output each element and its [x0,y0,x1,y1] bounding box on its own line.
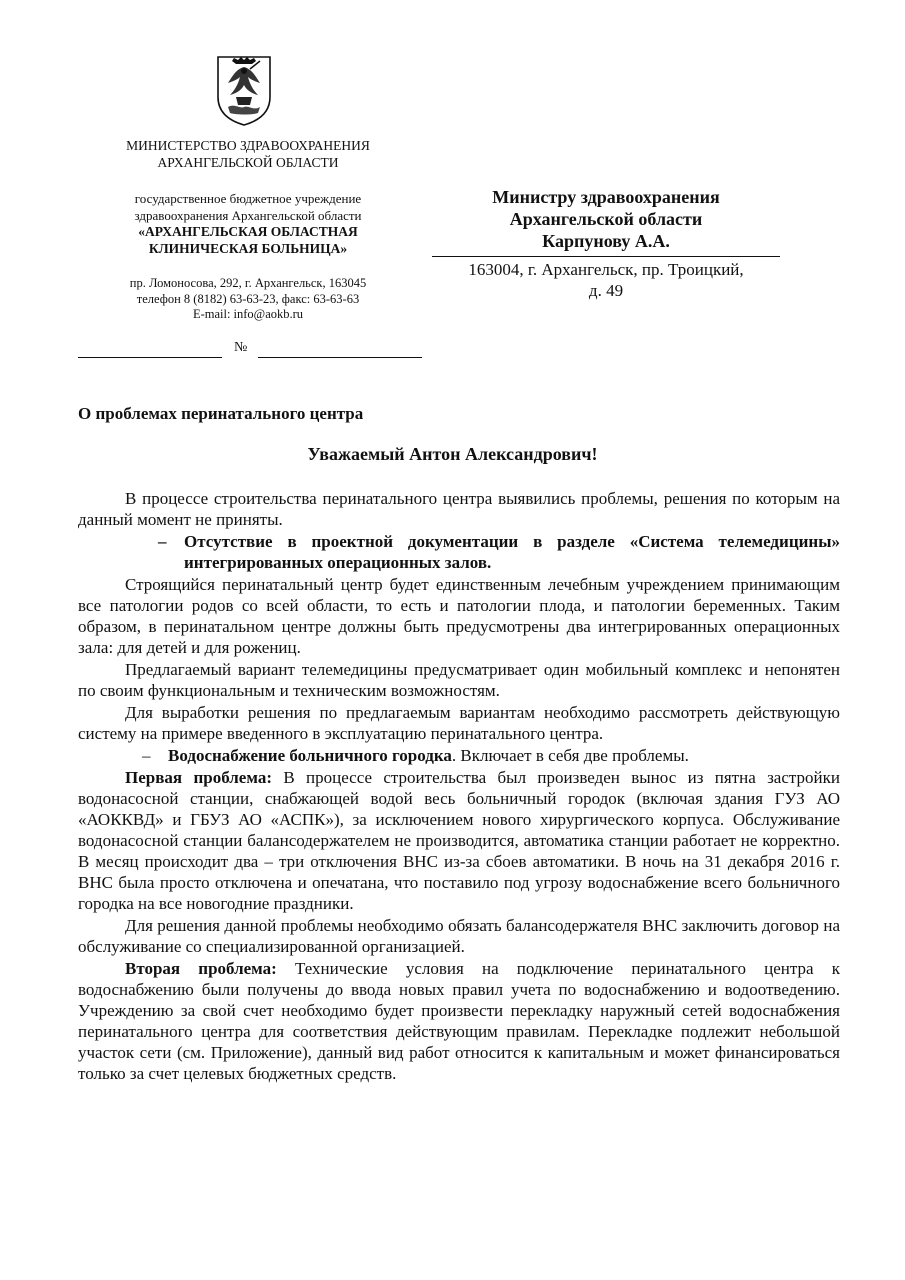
paragraph-telemedicine-option: Предлагаемый вариант телемедицины предусматривает один мобильный комплекс и непонятен по своим функциональным и техническим возможностям. [78,660,840,700]
paragraph-first-problem [78,767,840,914]
addressee-line-2: Архангельской области [509,209,703,229]
second-problem-title: Вторая проблема: [125,959,277,978]
coat-of-arms-icon [214,55,274,127]
contacts-block [78,276,418,323]
letter-greeting: Уважаемый Антон Александрович! [307,444,598,464]
contact-address: пр. Ломоносова, 292, г. Архангельск, 163045 [129,276,367,290]
addressee-line-1: Министру здравоохранения [492,187,720,207]
ministry-name [78,137,418,171]
registration-line [78,340,424,360]
bullet-water-supply-title: Водоснабжение больничного городка [168,746,452,765]
first-problem-text: В процессе строительства был произведен вынос из пятна застройки водонасосной станции, снабжающей водой весь больничный городок (включая здания ГУЗ АО «АОККВД» и ГБУЗ АО «АСПК»), за исключением нового хирургического корпуса. Обслуживание водонасосной станции балансодержателем не производится, автоматика станции работает не корректно. В месяц происходит два – три отключения ВНС из-за сбоев автоматики. В ночь на 31 декабря 2016 г. ВНС была просто отключена и опечатана, что поставило под угрозу водоснабжение всего больничного городка на все новогодние праздники. [78,768,840,913]
paragraph-decision: Для выработки решения по предлагаемым вариантам необходимо рассмотреть действующую систему на примере введенного в эксплуатацию перинатального центра. [78,703,840,743]
paragraph-intro: В процессе строительства перинатального центра выявились проблемы, решения по которым на данный момент не приняты. [78,489,840,529]
addressee-address-2: д. 49 [588,281,624,300]
bullet-water-supply-rest: . Включает в себя две проблемы. [451,746,689,765]
letter-body [78,488,840,1085]
first-problem-title: Первая проблема: [125,768,272,787]
number-sign: № [234,340,248,355]
ministry-line-2: АРХАНГЕЛЬСКОЙ ОБЛАСТИ [157,155,339,170]
addressee-divider [432,256,780,257]
institution-block [78,191,418,257]
institution-line-2: здравоохранения Архангельской области [134,207,362,223]
bullet-water-supply [78,745,840,766]
ministry-line-1: МИНИСТЕРСТВО ЗДРАВООХРАНЕНИЯ [126,138,370,153]
second-problem-text: Технические условия на подключение перинатального центра к водоснабжению были получены до ввода новых правил учета по водоснабжению и водоотведению. Учреждению за свой счет необходимо будет произвести перекладку наружный сетей водоснабжения перинатального центра для соответствия действующим правилам. Перекладке подлежит небольшой участок сети (см. Приложение), данный вид работ относится к капитальным и может финансироваться только за счет целевых бюджетных средств. [78,959,840,1083]
addressee-address-1: 163004, г. Архангельск, пр. Троицкий, [468,260,744,279]
addressee-block [432,186,780,301]
bullet-dash: – [142,746,151,765]
letter-subject: О проблемах перинатального центра [78,404,364,423]
paragraph-second-problem [78,958,840,1084]
date-blank [78,357,222,358]
paragraph-first-solution: Для решения данной проблемы необходимо обязать балансодержателя ВНС заключить договор на обслуживание со специализированной организацией. [78,916,840,956]
institution-line-1: государственное бюджетное учреждение [134,191,362,206]
contact-phone: телефон 8 (8182) 63-63-23, факс: 63-63-63 [136,291,360,306]
institution-name-2: КЛИНИЧЕСКАЯ БОЛЬНИЦА» [148,240,348,256]
institution-name-1: «АРХАНГЕЛЬСКАЯ ОБЛАСТНАЯ [138,224,358,239]
number-blank [258,357,422,358]
paragraph-perinatal-center: Строящийся перинатальный центр будет единственным лечебным учреждением принимающим все патологии родов со всей области, то есть и патологии плода, и патологии беременных. Таким образом, в перинатальном центре должны быть предусмотрены два интегрированных операционных зала: для детей и для рожениц. [78,575,840,657]
addressee-line-3: Карпунову А.А. [542,231,670,251]
bullet-water-supply-text [168,745,840,766]
contact-email: E-mail: info@aokb.ru [192,307,304,321]
bullet-dash: – [158,532,167,551]
bullet-telemedicine-text: Отсутствие в проектной документации в разделе «Система телемедицины» интегрированных операционных залов. [184,532,840,572]
bullet-telemedicine [78,531,840,573]
